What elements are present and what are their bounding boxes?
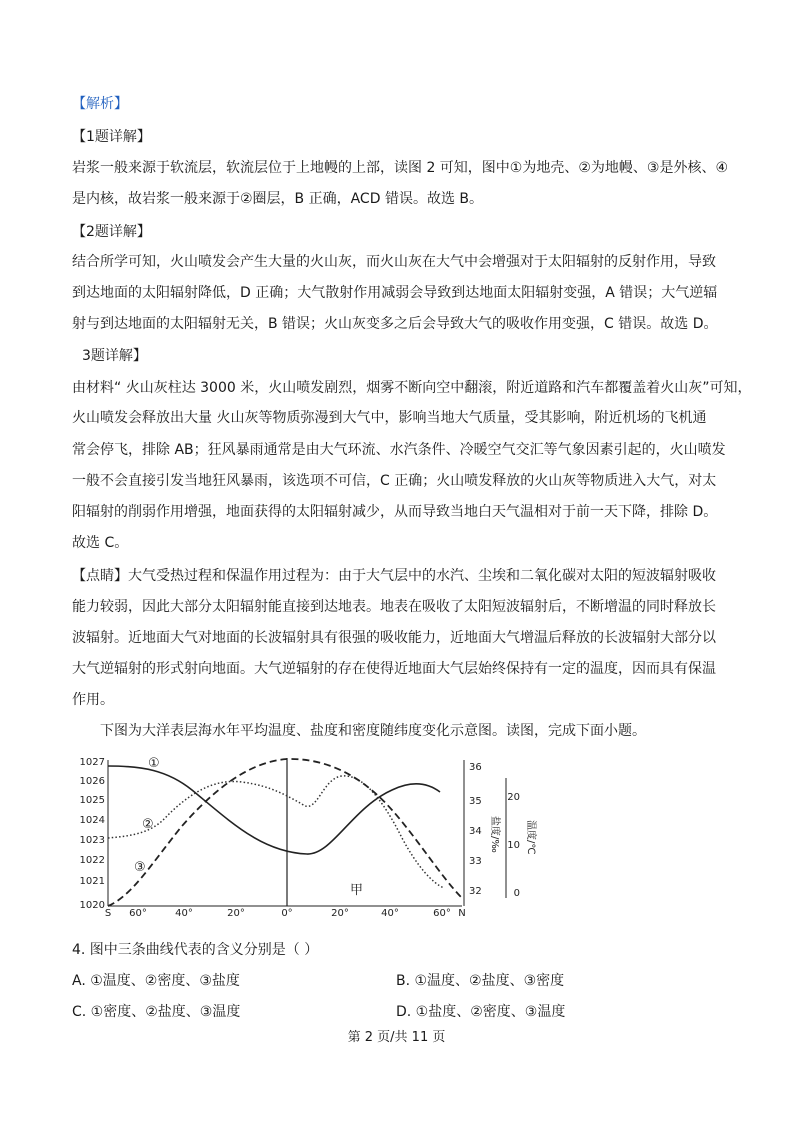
x-tick: 60°: [129, 908, 147, 919]
salinity-axis-label: 盐度/‰: [489, 816, 500, 853]
salinity-tick: 32: [469, 886, 482, 897]
curve-1-label: ①: [148, 756, 160, 771]
curve-3: [108, 759, 462, 906]
q2-title: 【2题详解】: [72, 224, 151, 240]
x-tick: S: [104, 908, 112, 919]
curve-1: [108, 766, 440, 854]
q3-line-4: 一般不会直接引发当地狂风暴雨，该选项不可信，C 正确；火山喷发释放的火山灰等物质进入大气，对太: [72, 473, 717, 489]
curve-2: [108, 776, 444, 888]
page-footer: 第 2 页/共 11 页: [347, 1030, 446, 1045]
q3-line-6: 故选 C。: [72, 535, 129, 551]
temperature-tick: 10: [507, 840, 520, 851]
curve-2-label: ②: [142, 817, 154, 832]
tip-line-3: 波辐射。近地面大气对地面的长波辐射具有很强的吸收能力，近地面大气增温后释放的长波辐射大部分以: [72, 630, 716, 646]
salinity-tick: 36: [469, 762, 482, 773]
left-tick: 1022: [79, 855, 105, 866]
temperature-tick: 20: [507, 792, 520, 803]
left-tick: 1021: [79, 876, 105, 887]
analysis-heading: 【解析】: [72, 96, 128, 112]
ocean-latitude-figure: [72, 748, 552, 920]
x-tick: 0°: [281, 908, 293, 919]
q2-line-1: 结合所学可知，火山喷发会产生大量的火山灰，而火山灰在大气中会增强对于太阳辐射的反射作用，导致: [72, 254, 716, 270]
salinity-tick: 34: [469, 826, 482, 837]
tip-title: 【点睛】: [72, 568, 128, 584]
x-tick: 20°: [227, 908, 245, 919]
x-tick: N: [458, 908, 466, 919]
salinity-tick: 33: [469, 856, 482, 867]
q3-title: 3题详解】: [82, 348, 147, 364]
left-tick: 1027: [79, 757, 105, 768]
q1-title: 【1题详解】: [72, 129, 151, 145]
tip-line-4: 大气逆辐射的形式射向地面。大气逆辐射的存在使得近地面大气层始终保持有一定的温度，因而具有保温: [72, 661, 716, 677]
tip-line-5: 作用。: [72, 692, 114, 708]
left-tick: 1026: [79, 776, 105, 787]
tip-line-2: 能力较弱，因此大部分太阳辐射能直接到达地表。地表在吸收了太阳短波辐射后，不断增温的同时释放长: [72, 599, 716, 615]
curve-3-label: ③: [134, 860, 146, 875]
q3-line-5: 阳辐射的削弱作用增强，地面获得的太阳辐射减少，从而导致当地白天气温相对于前一天下降，排除 D。: [72, 504, 718, 520]
option-c[interactable]: C. ①密度、②盐度、③温度: [72, 1004, 241, 1020]
q2-line-2: 到达地面的太阳辐射降低，D 正确；大气散射作用减弱会导致到达地面太阳辐射变强，A 错误；大气逆辐: [72, 285, 718, 301]
question-stem: 4. 图中三条曲线代表的含义分别是（ ）: [72, 942, 319, 958]
q1-line-2: 是内核，故岩浆一般来源于②圈层，B 正确，ACD 错误。故选 B。: [72, 191, 483, 207]
option-d[interactable]: D. ①盐度、②密度、③温度: [396, 1004, 566, 1020]
q2-line-3: 射与到达地面的太阳辐射无关，B 错误；火山灰变多之后会导致大气的吸收作用变强，C 错误。故选 D。: [72, 316, 718, 332]
figure-intro: 下图为大洋表层海水年平均温度、盐度和密度随纬度变化示意图。读图，完成下面小题。: [100, 723, 646, 739]
q3-line-1: 由材料“ 火山灰柱达 3000 米，火山喷发剧烈，烟雾不断向空中翻滚，附近道路和汽车都覆盖着火山灰”可知，: [72, 380, 752, 396]
option-b[interactable]: B. ①温度、②盐度、③密度: [396, 973, 565, 989]
left-tick: 1025: [79, 795, 105, 806]
point-jia-label: 甲: [350, 883, 364, 898]
tip-text-1: 大气受热过程和保温作用过程为：由于大气层中的水汽、尘埃和二氧化碳对太阳的短波辐射吸收: [128, 568, 716, 584]
q3-line-2: 火山喷发会释放出大量 火山灰等物质弥漫到大气中，影响当地大气质量，受其影响，附近机场的飞机通: [72, 410, 707, 426]
tip-line-1: [72, 566, 716, 586]
salinity-tick: 35: [469, 796, 482, 807]
x-tick: 20°: [331, 908, 349, 919]
left-tick: 1024: [79, 815, 105, 826]
x-tick: 40°: [381, 908, 399, 919]
left-tick: 1020: [79, 900, 105, 911]
x-tick: 40°: [175, 908, 193, 919]
q1-line-1: 岩浆一般来源于软流层，软流层位于上地幔的上部，读图 2 可知，图中①为地壳、②为地幔、③是外核、④: [72, 160, 729, 176]
temperature-axis-label: 温度/℃: [525, 820, 536, 855]
q3-line-3: 常会停飞，排除 AB；狂风暴雨通常是由大气环流、水汽条件、冷暖空气交汇等气象因素引起的，火山喷发: [72, 442, 726, 458]
left-tick: 1023: [79, 835, 105, 846]
temperature-tick: 0: [513, 888, 520, 899]
option-a[interactable]: A. ①温度、②密度、③盐度: [72, 973, 240, 989]
x-tick: 60°: [433, 908, 451, 919]
